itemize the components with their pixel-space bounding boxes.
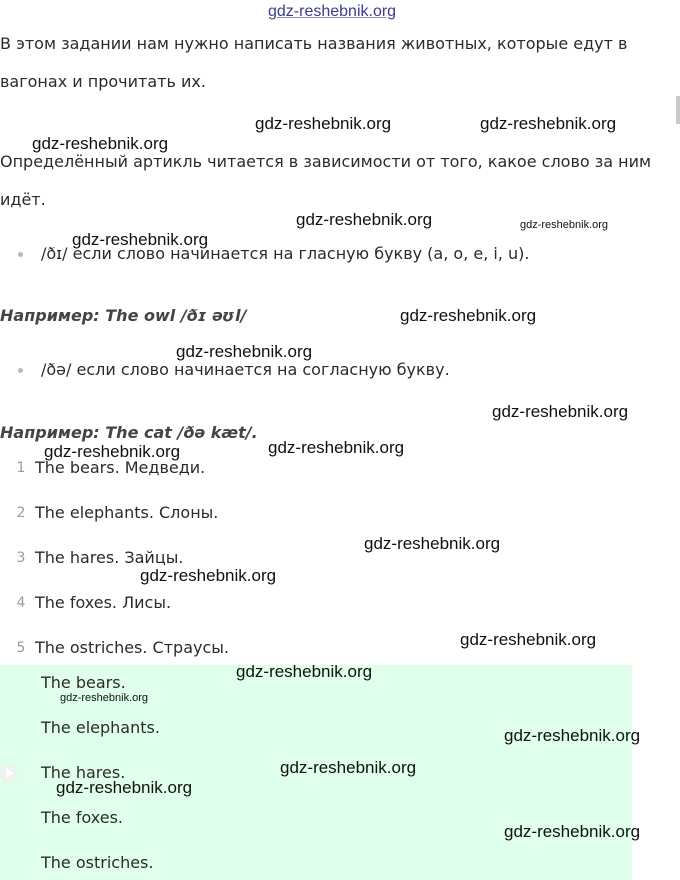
item-number: 4 <box>16 595 26 611</box>
watermark: gdz-reshebnik.org <box>364 534 501 553</box>
scrollbar[interactable] <box>676 96 680 124</box>
watermark: gdz-reshebnik.org <box>504 726 641 745</box>
watermark: gdz-reshebnik.org <box>492 402 629 421</box>
watermark: gdz-reshebnik.org <box>268 438 405 457</box>
item-number: 5 <box>16 640 26 656</box>
item-number: 1 <box>16 460 26 476</box>
watermark: gdz-reshebnik.org <box>56 778 193 797</box>
bullet-dot-icon <box>18 368 23 373</box>
watermark: gdz-reshebnik.org <box>60 692 149 704</box>
watermark: gdz-reshebnik.org <box>504 822 641 841</box>
watermark: gdz-reshebnik.org <box>176 342 313 361</box>
item-number: 2 <box>16 505 26 521</box>
watermark: gdz-reshebnik.org <box>296 210 433 229</box>
watermark: gdz-reshebnik.org <box>480 114 617 133</box>
bullet-text: /ðɪ/ если слово начинается на гласную букву (a, o, e, i, u). <box>41 244 530 263</box>
watermark: gdz-reshebnik.org <box>140 566 277 585</box>
answer-line: The elephants. <box>41 718 160 737</box>
answer-line: The foxes. <box>41 808 124 827</box>
example-cat: Например: The cat /ðə kæt/. <box>0 423 258 442</box>
article-rule-paragraph: Определённый артикль читается в зависимости от того, какое слово за ним идёт. <box>0 152 652 209</box>
item-text: The hares. Зайцы. <box>35 548 184 567</box>
watermark: gdz-reshebnik.org <box>255 114 392 133</box>
watermark: gdz-reshebnik.org <box>32 134 169 153</box>
watermark: gdz-reshebnik.org <box>72 230 209 249</box>
play-button[interactable] <box>0 764 18 782</box>
watermark: gdz-reshebnik.org <box>236 662 373 681</box>
answer-line: The hares. <box>41 763 126 782</box>
item-text: The ostriches. Страусы. <box>35 638 229 657</box>
answer-line: The bears. <box>41 673 126 692</box>
answer-line: The ostriches. <box>41 853 154 872</box>
play-icon <box>6 768 14 778</box>
item-number: 3 <box>16 550 26 566</box>
watermark: gdz-reshebnik.org <box>520 219 609 231</box>
bullet-text: /ðə/ если слово начинается на согласную букву. <box>41 360 450 379</box>
item-text: The elephants. Слоны. <box>35 503 219 522</box>
watermark: gdz-reshebnik.org <box>44 442 181 461</box>
watermark: gdz-reshebnik.org <box>460 630 597 649</box>
item-text: The foxes. Лисы. <box>35 593 172 612</box>
watermark: gdz-reshebnik.org <box>400 306 537 325</box>
item-text: The bears. Медведи. <box>35 458 206 477</box>
watermark: gdz-reshebnik.org <box>280 758 417 777</box>
intro-paragraph: В этом задании нам нужно написать названия животных, которые едут в вагонах и прочитать их. <box>0 34 628 91</box>
example-owl: Например: The owl /ðɪ əʊl/ <box>0 306 247 325</box>
bullet-dot-icon <box>18 252 23 257</box>
site-watermark-link[interactable]: gdz-reshebnik.org <box>268 3 397 20</box>
